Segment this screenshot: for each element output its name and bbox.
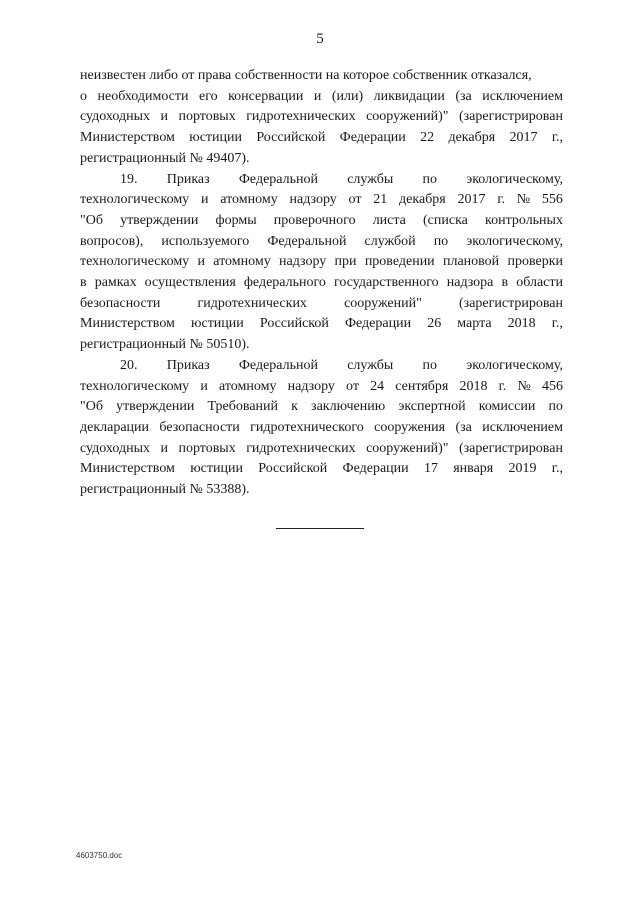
word: г. <box>498 378 507 394</box>
word: контрольных <box>485 212 563 228</box>
word: экологическому, <box>466 357 563 373</box>
word: атомному <box>219 378 277 394</box>
word: сооружений)" <box>366 109 449 125</box>
word: службы <box>347 171 394 187</box>
word: исключением <box>482 419 563 435</box>
text-line <box>80 273 563 294</box>
word: гидротехнических <box>246 109 356 125</box>
word: технологическому <box>80 254 190 270</box>
text-line <box>80 211 563 232</box>
word: Российской <box>258 461 328 477</box>
word: заключению <box>311 399 386 415</box>
text-line <box>80 128 563 149</box>
text-line: неизвестен либо от права собственности на которое собственник отказался, <box>80 68 532 83</box>
word: надзора <box>446 275 494 291</box>
word: гидротехнических <box>246 440 356 456</box>
word: атомному <box>220 192 278 208</box>
word: Требований <box>207 399 279 415</box>
word: формы <box>215 212 257 228</box>
text-line <box>80 377 563 398</box>
word: службой <box>364 233 416 249</box>
word: используемого <box>161 233 250 249</box>
text-line <box>80 252 563 273</box>
word: Российской <box>256 130 326 146</box>
word: атомному <box>213 254 271 270</box>
word: Приказ <box>166 171 210 187</box>
word: Приказ <box>166 357 210 373</box>
word: Министерством <box>80 316 175 332</box>
word: и <box>160 109 168 125</box>
word: юстиции <box>189 130 243 146</box>
word: 2017 <box>457 192 486 208</box>
word: осуществления <box>144 275 236 291</box>
word: сооружений" <box>344 295 422 311</box>
separator-line <box>276 528 364 529</box>
word: плановой <box>442 254 500 270</box>
word: технологическому <box>80 378 190 394</box>
word: экологическому, <box>466 233 563 249</box>
word: по <box>422 357 437 373</box>
word: федерального <box>243 275 326 291</box>
word: декларации <box>80 419 150 435</box>
word: сооружения <box>374 419 446 435</box>
word: "Об <box>80 212 103 228</box>
word: 556 <box>541 192 563 208</box>
word: "Об <box>80 399 103 415</box>
word: 2017 <box>509 130 538 146</box>
word: и <box>160 440 168 456</box>
word: г., <box>551 316 563 332</box>
word: безопасности <box>80 295 161 311</box>
word: 2019 <box>508 461 537 477</box>
word: и <box>197 254 205 270</box>
word: по <box>548 399 563 415</box>
word: технологическому <box>80 192 190 208</box>
word: утверждении <box>116 399 195 415</box>
word: судоходных <box>80 440 151 456</box>
text-line <box>80 439 563 460</box>
word: и <box>200 378 208 394</box>
word: (или) <box>331 88 364 104</box>
text-line <box>80 459 563 480</box>
word: декабря <box>399 192 446 208</box>
word: ликвидации <box>373 88 445 104</box>
word: юстиции <box>190 461 243 477</box>
word: Российской <box>259 316 329 332</box>
word: (зарегистрирован <box>458 440 563 456</box>
text-line <box>80 87 563 108</box>
word: проведении <box>364 254 435 270</box>
word: комиссии <box>478 399 536 415</box>
word: Федерации <box>339 130 406 146</box>
text-line <box>80 418 563 439</box>
word: судоходных <box>80 109 151 125</box>
word: г. <box>497 192 505 208</box>
word: и <box>313 88 322 104</box>
text-line <box>80 232 563 253</box>
word: сооружений)" <box>366 440 449 456</box>
word: 17 <box>423 461 438 477</box>
word: марта <box>457 316 492 332</box>
word: портовых <box>178 109 236 125</box>
text-line <box>80 170 563 191</box>
word: в <box>501 275 509 291</box>
word: области <box>516 275 563 291</box>
word: необходимости <box>97 88 189 104</box>
word: Министерством <box>80 130 175 146</box>
word: по <box>422 171 437 187</box>
word: службы <box>347 357 394 373</box>
page-number: 5 <box>316 31 324 47</box>
word: Федерации <box>344 316 412 332</box>
word: № <box>516 192 531 208</box>
word: 2018 <box>459 378 488 394</box>
word: рамках <box>94 275 137 291</box>
word: 456 <box>541 378 563 394</box>
word: государственного <box>333 275 439 291</box>
word: экспертной <box>398 399 466 415</box>
word: гидротехнического <box>250 419 364 435</box>
word: (зарегистрирован <box>458 109 563 125</box>
word: 21 <box>373 192 388 208</box>
text-line <box>80 294 563 315</box>
word: проверки <box>507 254 563 270</box>
word: экологическому, <box>466 171 563 187</box>
footer-file-code: 4603750.doc <box>76 851 123 860</box>
word: Федеральной <box>267 233 347 249</box>
text-line: регистрационный № 53388). <box>80 482 250 498</box>
word: его <box>198 88 218 104</box>
word: 24 <box>370 378 385 394</box>
word: от <box>348 192 362 208</box>
word: по <box>433 233 449 249</box>
word: 26 <box>427 316 442 332</box>
text-line <box>80 356 563 377</box>
word: Министерством <box>80 461 175 477</box>
word: безопасности <box>159 419 240 435</box>
word: (за <box>455 419 472 435</box>
word: надзору <box>289 192 337 208</box>
text-line <box>80 314 563 335</box>
word: (списка <box>423 212 468 228</box>
text-line: регистрационный № 49407). <box>80 150 250 166</box>
text-line <box>80 107 563 128</box>
word: исключением <box>482 88 563 104</box>
text-line <box>80 190 563 211</box>
document-body <box>80 66 563 501</box>
word: 19. <box>120 171 138 187</box>
word: 20. <box>120 357 138 373</box>
word: утверждении <box>120 212 199 228</box>
word: портовых <box>178 440 236 456</box>
word: листа <box>372 212 406 228</box>
word: г., <box>551 461 563 477</box>
word: № <box>517 378 531 394</box>
word: вопросов), <box>80 233 144 249</box>
text-line: регистрационный № 50510). <box>80 337 250 353</box>
word: г., <box>551 130 563 146</box>
word: гидротехнических <box>197 295 307 311</box>
word: января <box>453 461 494 477</box>
word: и <box>200 192 209 208</box>
word: Федерации <box>342 461 409 477</box>
word: Федеральной <box>238 171 318 187</box>
word: проверочного <box>273 212 356 228</box>
word: декабря <box>448 130 496 146</box>
word: сентября <box>395 378 449 394</box>
word: о <box>80 88 87 104</box>
word: надзору <box>287 378 335 394</box>
word: (за <box>455 88 472 104</box>
word: 22 <box>420 130 435 146</box>
word: (зарегистрирован <box>459 295 563 311</box>
word: 2018 <box>507 316 536 332</box>
word: Федеральной <box>238 357 318 373</box>
text-line <box>80 397 563 418</box>
word: консервации <box>228 88 304 104</box>
word: от <box>346 378 359 394</box>
word: юстиции <box>191 316 244 332</box>
word: при <box>334 254 357 270</box>
word: в <box>80 275 87 291</box>
word: надзору <box>279 254 327 270</box>
word: к <box>291 399 298 415</box>
